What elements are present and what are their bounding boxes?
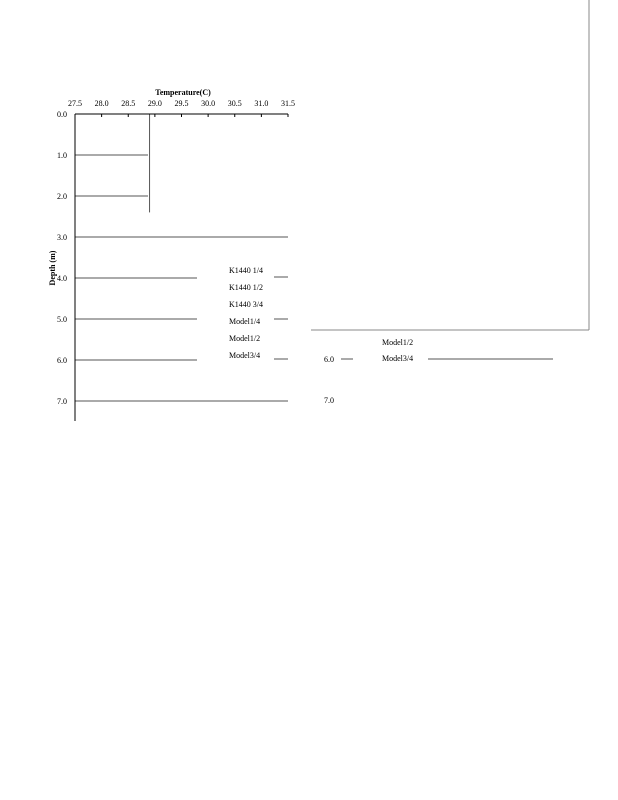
legend xyxy=(229,266,288,360)
x-tick-label: 28.0 xyxy=(94,99,109,108)
legend-entry: K1440 1/4 xyxy=(229,266,263,275)
x-tick-label: 29.0 xyxy=(147,99,162,108)
y-tick-label: 0.0 xyxy=(57,110,67,119)
legend-entry: K1440 1/2 xyxy=(229,283,263,292)
x-tick-label: 31.0 xyxy=(254,99,269,108)
y-tick-label: 7.0 xyxy=(57,397,67,406)
y-tick-label: 4.0 xyxy=(57,274,67,283)
legend-entry: Model3/4 xyxy=(382,354,414,363)
x-axis-title: Temperature(C) xyxy=(155,88,211,97)
y-tick-label: 6.0 xyxy=(324,355,334,364)
x-tick-label: 30.5 xyxy=(227,99,242,108)
x-tick-label: 30.0 xyxy=(201,99,216,108)
y-tick-label: 2.0 xyxy=(57,192,67,201)
legend-entry: Model1/4 xyxy=(229,317,261,326)
gridlines xyxy=(75,155,288,401)
legend-entry: K1440 3/4 xyxy=(229,300,263,309)
y-tick-label: 5.0 xyxy=(57,315,67,324)
legend-entry: Model1/2 xyxy=(382,338,414,347)
frame-right xyxy=(311,0,589,330)
legend-entry: Model3/4 xyxy=(229,351,261,360)
x-tick-label: 27.5 xyxy=(68,99,82,108)
y-axis-title: Depth (m) xyxy=(48,250,57,286)
y-tick-label: 3.0 xyxy=(57,233,67,242)
chart-secondary xyxy=(324,338,553,405)
y-ticks xyxy=(57,110,67,406)
x-tick-label: 28.5 xyxy=(121,99,136,108)
x-tick-label: 31.5 xyxy=(281,99,295,108)
x-tick-label: 29.5 xyxy=(174,99,189,108)
x-ticks xyxy=(68,99,295,117)
legend-entry: Model1/2 xyxy=(229,334,261,343)
y-tick-label: 1.0 xyxy=(57,151,67,160)
y-tick-label: 7.0 xyxy=(324,396,334,405)
y-tick-label: 6.0 xyxy=(57,356,67,365)
